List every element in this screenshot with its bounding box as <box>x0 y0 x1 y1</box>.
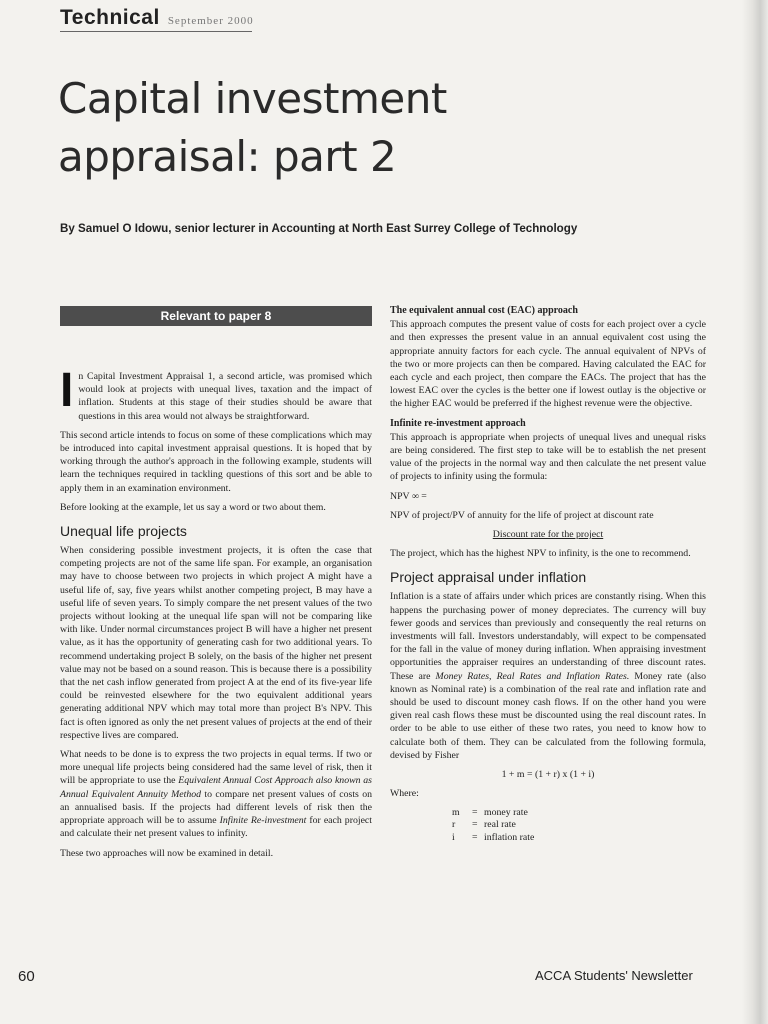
heading-eac: The equivalent annual cost (EAC) approach <box>390 305 578 316</box>
heading-infinite: Infinite re-investment approach <box>390 417 526 429</box>
intro-paragraph: In Capital Investment Appraisal 1, a second article, was promised which would look at projects with unequal lives, taxation and the impact of inflation. Students at this stage of their studies should be aware that questions in this area would not always be straightforward. <box>60 364 372 422</box>
paragraph: These two approaches will now be examined in detail. <box>60 847 274 859</box>
paragraph: Before looking at the example, let us say a word or two about them. <box>60 501 326 513</box>
def-symbol: r <box>452 819 456 830</box>
def-description: inflation rate <box>484 831 535 843</box>
fisher-formula: 1 + m = (1 + r) x (1 + i) <box>501 769 595 781</box>
heading-unequal-life: Unequal life projects <box>60 523 187 540</box>
drop-cap: I <box>60 364 74 417</box>
scan-edge-shadow <box>742 0 768 1024</box>
formula-denominator: Discount rate for the project <box>492 529 604 541</box>
section-label: Technical <box>60 6 160 29</box>
paragraph: What needs to be done is to express the two projects in equal terms. If two or more unequal life projects being considered had the same level of risk, then it will be appropriate to use the Equivalent Annual Cost Approach also known as Annual Equivalent Annuity Method to compare net present values of costs on an annualised basis. If the projects had different levels of risk then the appropriate approach will be to assume Infinite Re-investment for each project and calculate their net present values to infinity. <box>60 749 372 840</box>
def-symbol: i <box>452 831 455 843</box>
paragraph: The project, which has the highest NPV to infinity, is the one to recommend. <box>390 548 691 560</box>
paragraph: When considering possible investment projects, it is often the case that competing projects are not of the same life span. For example, an organisation may have to choose between two projects in which project A might have a useful life of, say, five years whilst another competing project, B may have a useful life of seven years. To simply compare the net present values of the two projects without looking at the unequal life span will not be comparing like with like. Under normal circumstances project B will have a higher net present value, as it has the opportunity of generating cash for two additional years. To recommend undertaking project B solely, on the basis of the higher net present value may not be based on a sound reason. This is because there is a possibility that the net cash inflow generated from project A at the end of its five-year life could be reinvested elsewhere for the two equivalent additional years generating additional NPV which may total more than project B's NPV. This fact is often ignored as only the net present values of projects at the end of their respective lives are compared. <box>60 545 372 741</box>
def-equals: = <box>472 819 478 830</box>
article-title <box>58 70 447 186</box>
formula-numerator: NPV of project/PV of annuity for the life of project at discount rate <box>390 509 654 521</box>
def-description: real rate <box>484 819 516 830</box>
relevance-banner: Relevant to paper 8 <box>60 306 372 326</box>
issue-date: September 2000 <box>167 15 254 27</box>
publication-name: ACCA Students' Newsletter <box>535 968 693 983</box>
def-equals: = <box>472 806 478 818</box>
def-symbol: m <box>452 806 460 818</box>
section-header <box>60 6 254 30</box>
npv-infinity-label: NPV ∞ = <box>390 490 427 502</box>
byline: By Samuel O Idowu, senior lecturer in Accounting at North East Surrey College of Technology <box>60 222 578 235</box>
paragraph: This approach is appropriate when projects of unequal lives and unequal risks are being considered. The first step to take will be to establish the net present value of the projects in the normal way and then calculate the net present value of projects to infinity using the formula: <box>390 431 706 483</box>
def-description: money rate <box>484 806 528 818</box>
definitions-list <box>452 807 706 845</box>
header-rule <box>60 31 252 32</box>
page-number: 60 <box>18 968 35 985</box>
def-equals: = <box>472 831 478 843</box>
paragraph: Inflation is a state of affairs under which prices are constantly rising. When this happens the purchasing power of money depreciates. The currency will buy fewer goods and services than previously and consequently the real returns on investments will fall. Investors understandably, will expect to be compensated for the fall in the value of money during inflation. When appraising investment opportunities the appraiser requires an understanding of three discount rates. These are Money Rates, Real Rates and Inflation Rates. Money rate (also known as Nominal rate) is a combination of the real rate and inflation rate and should be used to discount money cash flows. If on the other hand you were given real cash flows these must be discounted using the real discount rates. In order to be able to use either of these two rates, you need to know how to calculate both of them. They can be calculated from the following formula, devised by Fisher <box>390 591 707 761</box>
right-column <box>390 304 706 844</box>
paragraph: This approach computes the present value of costs for each project over a cycle and then expresses the present value in an annual equivalent cost using the appropriate annuity factors for each cycle. The annual equivalent of NPVs of the two or more projects can then be compared. Having calculated the EAC for each cycle and each project, then compare the EACs. The project that has the lowest EAC over the cycles is the better one if lowest outlay is the objective or the higher EAC would be preferred if the highest revenue were the objective. <box>390 319 706 410</box>
left-column <box>60 306 372 866</box>
title-line-1: Capital investment <box>58 74 447 123</box>
title-line-2: appraisal: part 2 <box>58 132 397 181</box>
heading-inflation: Project appraisal under inflation <box>390 569 587 586</box>
paragraph: This second article intends to focus on some of these complications which may be introduced into capital investment appraisal questions. It is hoped that by working through the author's approach in the following example, students will learn the techniques required in tackling questions of this sort and be able to apply them in an examination environment. <box>60 429 372 494</box>
where-label: Where: <box>390 788 419 800</box>
